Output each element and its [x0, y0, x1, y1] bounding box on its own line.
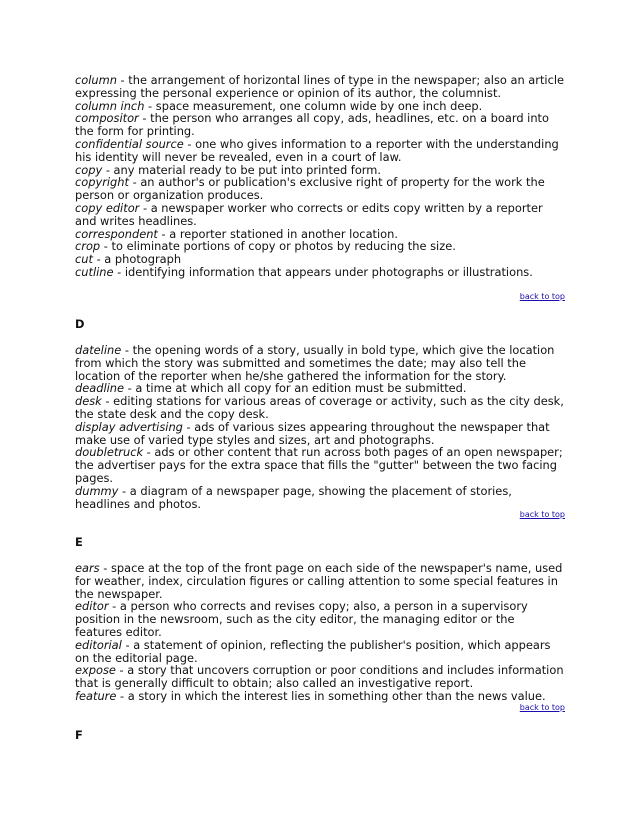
- entry-term: cutline: [75, 264, 114, 279]
- glossary-entry: [75, 74, 565, 100]
- entry-definition: - a story that uncovers corruption or poor conditions and includes information that is generally difficult to obtain; also called an investigative report.: [75, 663, 564, 691]
- entry-definition: - a photograph: [92, 252, 182, 267]
- glossary-entry: [75, 112, 565, 138]
- glossary-entry: [75, 562, 565, 600]
- section-letter-e: E: [75, 535, 83, 549]
- entry-definition: - a statement of opinion, reflecting the publisher's position, which appears on the editorial page.: [75, 637, 551, 665]
- entry-definition: - ads or other content that run across both pages of an open newspaper; the advertiser pays for the extra space that fills the "gutter" between the two facing pages.: [75, 445, 563, 485]
- entry-definition: - a reporter stationed in another location.: [157, 226, 398, 241]
- entry-term: desk: [75, 394, 102, 409]
- section-letter-d: D: [75, 317, 85, 331]
- glossary-entry: [75, 395, 565, 421]
- entry-definition: - the person who arranges all copy, ads, headlines, etc. on a board into the form for printing.: [75, 111, 549, 139]
- back-to-top-link[interactable]: back to top: [519, 292, 565, 301]
- back-to-top-row: [75, 292, 565, 302]
- entry-definition: - ads of various sizes appearing throughout the newspaper that make use of varied type styles and sizes, art and photographs.: [75, 419, 550, 447]
- entry-term: dummy: [75, 483, 119, 498]
- entry-definition: - to eliminate portions of copy or photos by reducing the size.: [100, 239, 456, 254]
- entry-definition: - any material ready to be put into printed form.: [102, 162, 381, 177]
- entry-definition: - a newspaper worker who corrects or edits copy written by a reporter and writes headlines.: [75, 200, 543, 228]
- entry-term: correspondent: [75, 226, 158, 241]
- glossary-entry: [75, 690, 565, 703]
- glossary-entry: [75, 664, 565, 690]
- entry-definition: - identifying information that appears under photographs or illustrations.: [113, 264, 533, 279]
- glossary-entry: [75, 344, 565, 382]
- entry-term: column inch: [75, 98, 145, 113]
- entry-definition: - the opening words of a story, usually in bold type, which give the location from which the story was submitted and sometimes the date; may also tell the location of the reporter when he/she gathered the information for the story.: [75, 343, 555, 383]
- glossary-entry: [75, 421, 565, 447]
- glossary-section-d: [75, 344, 565, 510]
- entry-definition: - space measurement, one column wide by one inch deep.: [144, 98, 483, 113]
- entry-term: editor: [75, 599, 109, 614]
- entry-term: confidential source: [75, 136, 184, 151]
- entry-definition: - a diagram of a newspaper page, showing the placement of stories, headlines and photos.: [75, 483, 512, 511]
- glossary-entry: [75, 639, 565, 665]
- section-letter-f: F: [75, 728, 83, 742]
- glossary-entry: [75, 202, 565, 228]
- entry-definition: - the arrangement of horizontal lines of type in the newspaper; also an article expressing the personal experience or opinion of its author, the columnist.: [75, 73, 565, 100]
- entry-definition: - a person who corrects and revises copy; also, a person in a supervisory position in the newsroom, such as the city editor, the managing editor or the features editor.: [75, 599, 528, 639]
- entry-term: deadline: [75, 381, 125, 396]
- entry-term: crop: [75, 239, 101, 254]
- entry-definition: - space at the top of the front page on each side of the newspaper's name, used for weather, index, circulation figures or calling attention to some special features in the newspaper.: [75, 561, 563, 601]
- glossary-entry: [75, 600, 565, 638]
- back-to-top-row: [75, 510, 565, 520]
- glossary-entry: [75, 485, 565, 511]
- glossary-entry: [75, 176, 565, 202]
- entry-definition: - a time at which all copy for an edition must be submitted.: [124, 381, 467, 396]
- glossary-section-e: [75, 562, 565, 703]
- entry-term: copyright: [75, 175, 129, 190]
- back-to-top-link[interactable]: back to top: [519, 703, 565, 712]
- glossary-section-c: [75, 74, 565, 279]
- entry-term: display advertising: [75, 419, 183, 434]
- entry-term: compositor: [75, 111, 139, 126]
- glossary-entry: [75, 266, 565, 279]
- entry-term: expose: [75, 663, 116, 678]
- entry-term: ears: [75, 561, 100, 575]
- entry-term: copy: [75, 162, 103, 177]
- entry-definition: - an author's or publication's exclusive right of property for the work the person or organization produces.: [75, 175, 545, 203]
- entry-term: copy editor: [75, 200, 140, 215]
- glossary-entry: [75, 446, 565, 484]
- entry-term: doubletruck: [75, 445, 144, 460]
- entry-definition: - editing stations for various areas of coverage or activity, such as the city desk, the state desk and the copy desk.: [75, 394, 564, 421]
- entry-term: dateline: [75, 343, 122, 357]
- entry-term: feature: [75, 688, 117, 703]
- entry-term: cut: [75, 252, 93, 267]
- entry-definition: - one who gives information to a reporter with the understanding his identity will never be revealed, even in a court of law.: [75, 136, 559, 164]
- entry-term: column: [75, 73, 117, 87]
- entry-definition: - a story in which the interest lies in something other than the news value.: [116, 688, 546, 703]
- glossary-entry: [75, 138, 565, 164]
- entry-term: editorial: [75, 637, 122, 652]
- back-to-top-link[interactable]: back to top: [519, 510, 565, 519]
- back-to-top-row: [75, 703, 565, 713]
